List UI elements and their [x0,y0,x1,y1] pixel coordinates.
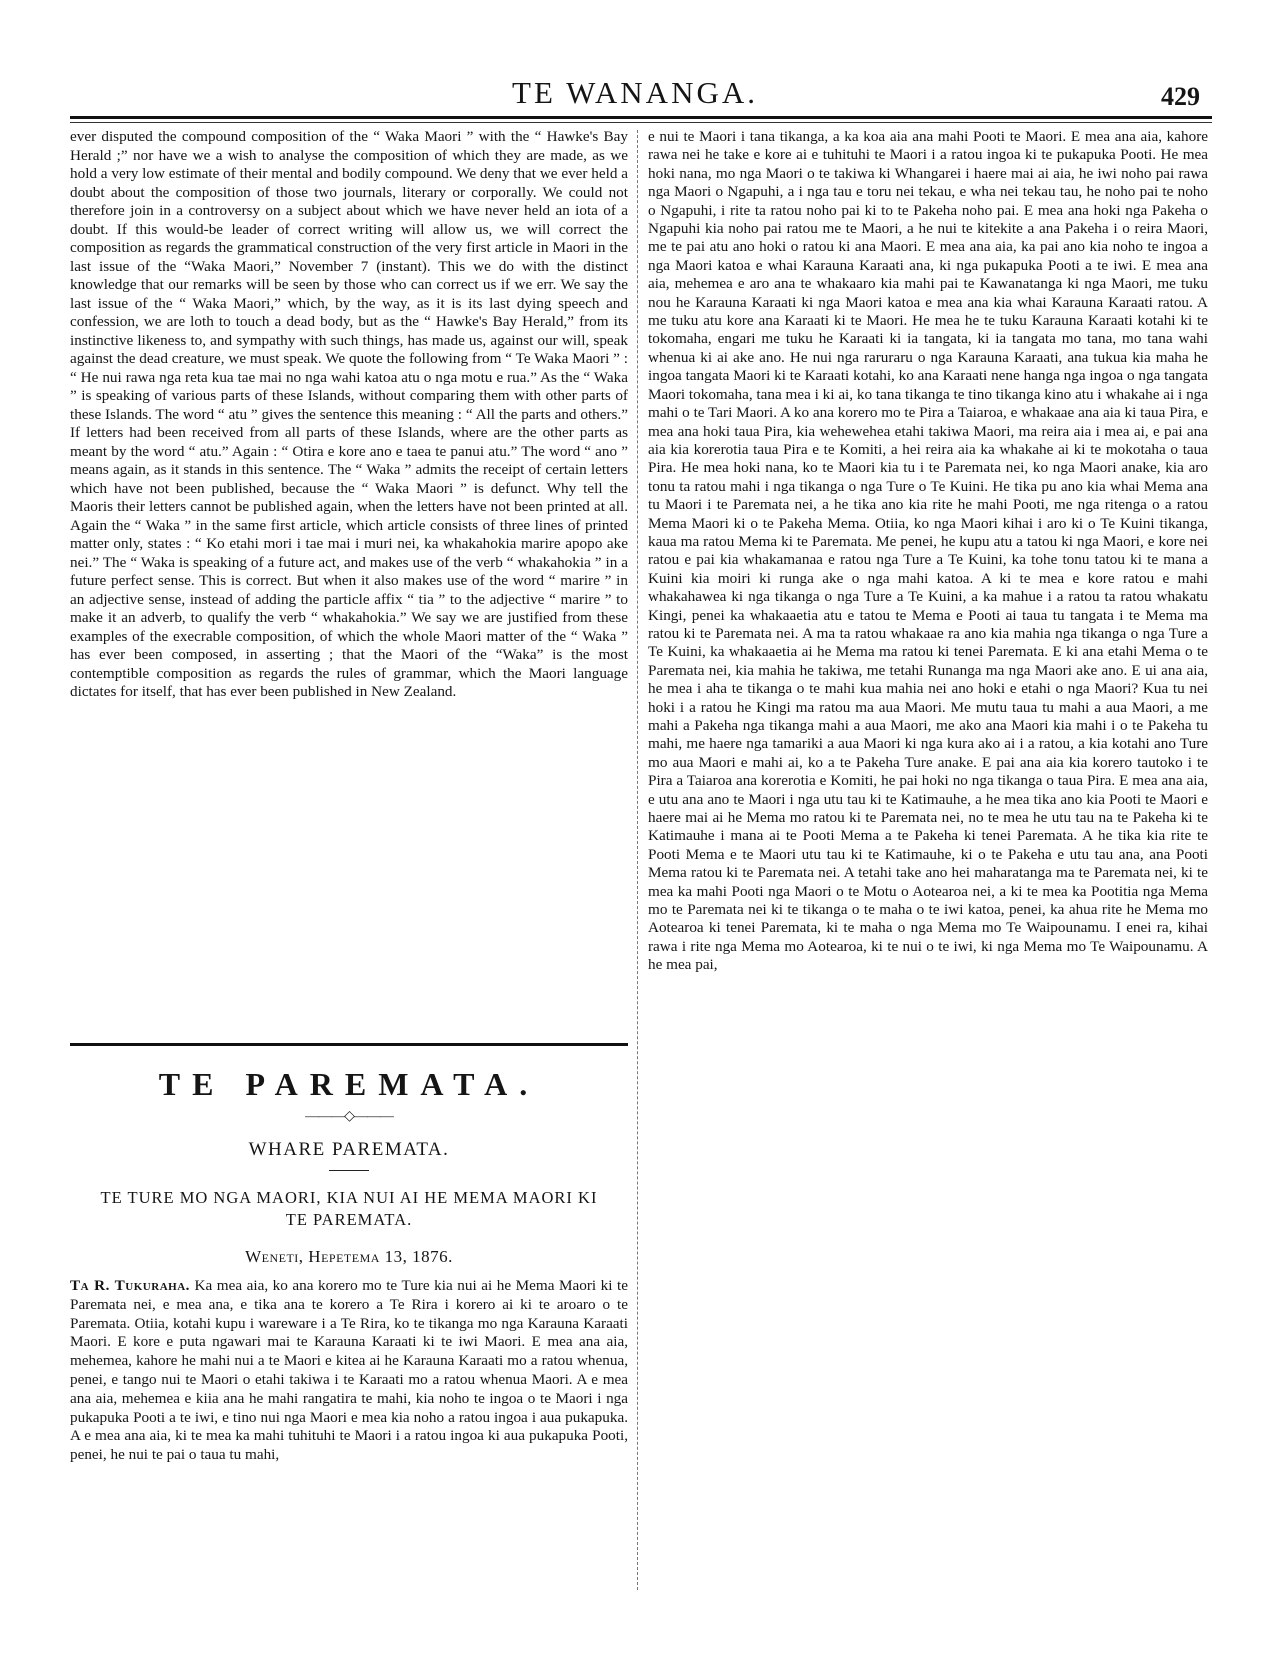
bill-title: TE TURE MO NGA MAORI, KIA NUI AI HE MEMA MAORI KI TE PAREMATA. [100,1188,598,1229]
right-column [648,128,1208,1590]
section-rule [70,1043,628,1046]
speech-text [70,1277,628,1587]
masthead [70,76,1200,110]
header-rule-thin [70,122,1212,123]
date-line: Weneti, Hepetema 13, 1876. [245,1247,453,1266]
right-column-text: e nui te Maori i tana tikanga, a ka koa aia ana mahi Pooti te Maori. E mea ana aia, kahore rawa nei he take e kore ai e tuhituhi te Maori i a ratou ingoa ki te pukapuka Pooti. He mea hoki nana, mo nga Maori o te takiwa ki Whangarei i haere mai ai aia, he iwi noho pai rawa nga Maori o Ngapuhi, a i nga tau e toru nei tekau, e wha nei tekau tau, he noho pai te noho o Ngapuhi, i rite ta ratou noho pai ki to te Pakeha noho pai. E mea ana hoki nga Pakeha o Ngapuhi kia noho pai ratou me te Maori, a he nui te kitekite a ana Pakeha i o reira Maori, me te pai atu ano hoki o ratou ki ana Maori. E mea ana aia, ka pai ano kia noho te ingoa a nga Maori katoa e whai Karauna Karaati ana, ki nga pukapuka Pooti a te iwi. E mea ana aia, mehemea e aro ana te whakaaro kia mahi pai te Kawanatanga ki nga Maori, me tuku nou he Karauna Karaati ki nga Maori katoa e mea ana kia whai Karauna Karaati ratou. A me tuku atu kore ana Karaati ki te Maori. He mea he te tuku Karauna Karaati kotahi ki te tokomaha, engari me tuku he Karaati ki ia tangata, ki ia tangata mo tana, mo tana wahi whenua ki ai ake ano. He nui nga raruraru o nga Karauna Karaati, ana tukua kia maha he ingoa tangata Maori ki te Karaati kotahi, ko ana Karaati nene hanga nga ingoa o nga tangata Maori tokomaha, tana mea i ki ai, ko tana tikanga te tino tikanga kino atu i whakahe ai i nga mahi o te Tari Maori. A ko ana korero mo te Pira a Taiaroa, e whakaae ana aia ki taua Pira, e mea ana hoki taua Pira, kia wehewehea etahi takiwa Maori, ma reira aia i mea ai, e pai ana aia kia korerotia taua Pira e te Komiti, a hei reira aia ka whakahe ai ki te mokotaha o taua Pira. He mea hoki nana, ko te Maori kia tu i te Paremata nei, ko nga Maori anake, kia aro tonu ta ratou mahi i nga tikanga o nga Ture o Te Kuini. He tika pu ano kia whai Mema ana tu Maori i te Paremata nei, a he tika ano kia rite he mahi Pooti, me nga ritenga o a ratou Mema Maori ki o te Pakeha Mema. Otiia, ko nga Maori kihai i aro ki o Te Kuini tikanga, kaua ma ratou Mema ki te Paremata. Me penei, he kupu atu a tatou ki nga Maori, e kore nei ratou e pai kia whakamanaa e ratou nga Ture a Te Kuini, ka tohe tonu tatou ki te mana a Kuini kia moiri ki runga ake o nga mahi katoa. A ki te mea e kore ratou e mahi whakahawea ki nga tikanga o nga Ture a Te Kuini, a ka mahue i a ratou ta ratou whakatu Kingi, penei ka whakaaetia atu e tatou te Mema e Pooti ai taua tu tangata i te Mema ma ratou ki te Paremata nei. A ma ta ratou whakaae ra ano kia mahia nga tikanga o nga Ture a Te Kuini, ka whakaaetia ai he Mema ma ratou ki tenei Paremata. E ki ana etahi Mema o te Paremata nei, kia mahia he takiwa, me tetahi Runanga ma nga Maori ake ano. E ui ana aia, he mea i aha te tikanga o te mahi kua mahia nei ano hoki e etahi o nga Maori? Kua tu nei hoki i a ratou he Kingi ma ratou ma aua Maori. Me mutu taua tu mahi a aua Maori, a me mahi a Pakeha nga tikanga mahi a aua Maori, me ako ana Maori kia mahi i o te Pakeha tu mahi, me haere nga tamariki a aua Maori ki nga kura ako ai i a ratou, a kia kotahi ano Ture mo aua Maori e mahi ai, ko a te Pakeha Ture anake. E pai ana aia kia korero tautoko i te Pira a Taiaroa ana korerotia e Komiti, he pai hoki no nga tikanga o taua Pira. E mea ana aia, e utu ana ano te Maori i nga utu tau ki te Katimauhe, a he mea tika ano kia Pooti te Maori e haere mai ai he Mema mo ratou ki te Paremata nei, no te mea he utu tau na te Pakeha ki te Katimauhe i mana ai te Pooti Mema a te Pakeha ki tenei Paremata. A he tika kia rite te Pooti Mema e te Maori utu tau ki te Katimauhe, ki o te Pakeha e utu tau ana, ana Pooti Mema ratou ki te Paremata nei. A tetahi take ano hei maharatanga ma te Paremata nei, ki te mea ka mahi Pooti nga Maori o te Motu o Aotearoa nei, a ki te mea ka Pootitia nga Mema mo te Paremata nei ki te tikanga o te maha o te iwi katoa, penei, ka ahua rite he Mema mo Aotearoa ki tenei Paremata, ki te maha o nga Mema mo Te Waipounamu. I enei ra, kihai rawa i rite nga Mema mo Aotearoa, ki te nui o te iwi, ki nga Mema mo Te Waipounamu. A he mea pai, [648,128,1208,974]
section-title: TE PAREMATA. [158,1066,540,1102]
speech-body: Ka mea aia, ko ana korero mo te Ture kia nui ai he Mema Maori ki te Paremata nei, e mea ana, e tika ana te korero a Te Rira i korero ai ki te aroaro o te Paremata. Otiia, kotahi kupu i wareware i a Te Rira, ko te tikanga mo nga Karauna Karaati Maori. E kore e puta ngawari mai te Karauna Karaati ki te iwi Maori. E mea ana aia, mehemea, kahore he mahi nui a te Maori e kitea ai he Karauna Karaati mo a ratou whenua, penei, e tango nui te Maori o etahi takiwa i te Karaati mo a ratou whenua Maori. A e mea ana aia, mehemea e kiia ana he mahi rangatira te mahi, kia noho te ingoa o te Maori i nga pukapuka Pooti a te iwi, e tino nui nga Maori e mea kia noho a ratou ingoa i aua pukapuka. A e mea ana aia, ki te mea ka mahi tuhituhi te Maori i a ratou ingoa ki aua pukapuka Pooti, penei, he nui te pai o taua tu mahi, [70,1277,628,1464]
page-number: 429 [1161,82,1200,111]
publication-title: TE WANANGA. [512,75,758,110]
ornament-divider: ———◇——— [305,1109,393,1124]
left-column [70,128,628,1600]
editorial-text: ever disputed the compound composition of the “ Waka Maori ” with the “ Hawke's Bay Herald ;” nor have we a wish to analyse the composition of which they are made, as we hold a very low estimate of their mental and bodily compound. We deny that we ever held a doubt about the composition of those two journals, literary or corporally. We could not therefore join in a controversy on a subject about which we have never held an iota of a doubt. If this would-be leader of correct writing will allow us, we will correct the composition as regards the grammatical construction of the very first article in Maori in the last issue of the “Waka Maori,” November 7 (instant). This we do with the distinct knowledge that our remarks will be seen by those who can correct us if we err. We say the last issue of the “ Waka Maori,” which, by the way, as it is its last dying speech and confession, we are loth to touch a dead body, but as the “ Hawke's Bay Herald,” from its instinctive likeness to, and sympathy with such things, has made us, against our will, speak against the dead creature, we must speak. We quote the following from “ Te Waka Maori ” : “ He nui rawa nga reta kua tae mai no nga wahi katoa atu o nga motu e rua.” As the “ Waka ” is speaking of various parts of these Islands, without comparing them with other parts of these Islands. The word “ atu ” gives the sentence this meaning : “ All the parts and others.” If letters had been received from all parts of these Islands, where are the other parts as meant by the word “ atu.” Again : “ Otira e kore ano e taea te panui atu.” The word “ ano ” means again, as it stands in this sentence. The “ Waka ” admits the receipt of certain letters which have not been published, because the “ Waka Maori ” is defunct. Why tell the Maoris their letters cannot be published again, when the letters have not been printed at all. Again the “ Waka ” in the same first article, which article consists of three lines of printed matter only, states : “ Ko etahi mori i tae mai i muri nei, ka whakahokia marire apopo ake nei.” The “ Waka is speaking of a future act, and makes use of the verb “ whakahokia ” in a future perfect sense. This is correct. But when it also makes use of the word “ marire ” in an adjective sense, instead of adding the particle affix “ tia ” to the adjective “ marire ” to make it an adverb, to qualify the verb “ whakahokia.” We say we are justified from these examples of the execrable composition, of which the whole Maori matter of the “ Waka ” has ever been composed, in asserting ; that the Maori of the “Waka” is the most contemptible composition as regards the rules of grammar, which the Maori language dictates for itself, that has ever been published in New Zealand. [70,128,628,700]
speaker-name: Ta R. Tukuraha. [70,1277,190,1294]
header-rule [70,116,1212,119]
short-divider [329,1170,369,1171]
column-divider [637,130,639,1590]
house-title: WHARE PAREMATA. [248,1139,450,1160]
